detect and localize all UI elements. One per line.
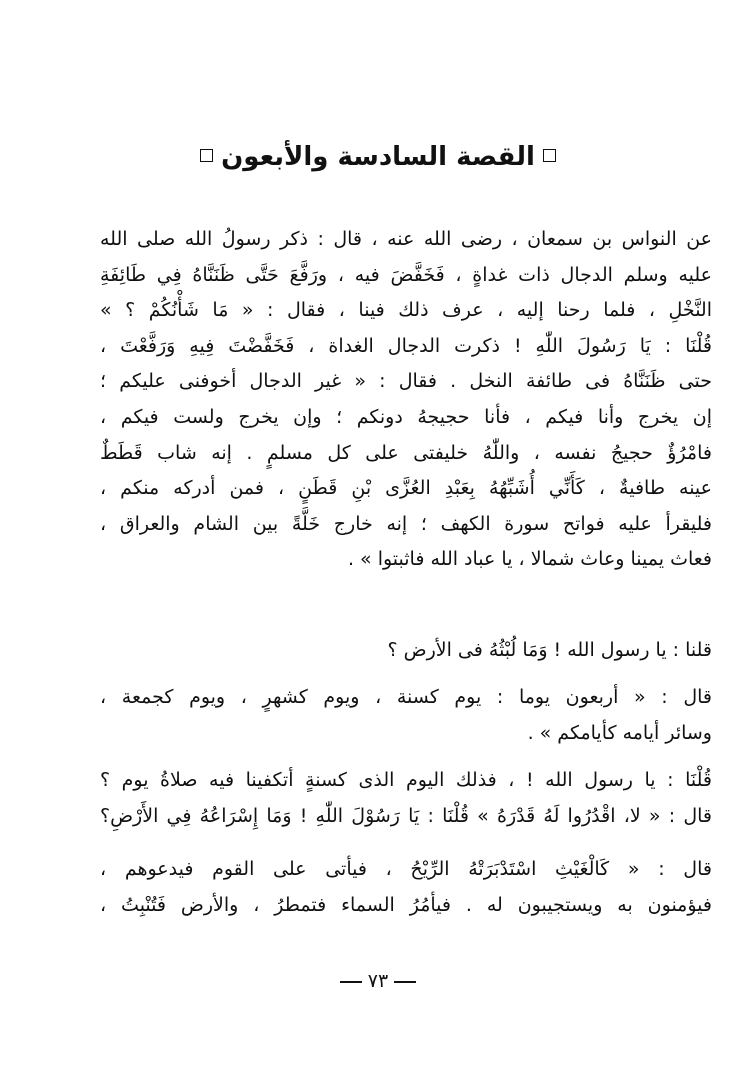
square-ornament-icon: [543, 149, 556, 162]
text-line: عليه وسلم الدجال ذات غداةٍ ، فَخَفَّضَ فيه ، ورَفَّعَ حَتَّى ظَنَنَّاهُ فِي طَائِفَةِ: [100, 263, 712, 286]
text-line: فيؤمنون به ويستجيبون له . فيأمُرُ السماء فتمطرُ ، والأرض فَتُنْبِتُ ،: [100, 893, 712, 916]
text-line: النَّخْلِ ، فلما رحنا إليه ، عرف ذلك فينا ، فقال : « مَا شَأْنُكُمْ ؟ »: [100, 299, 712, 322]
dash-ornament: [340, 981, 362, 983]
paragraph-question-prayer: [100, 763, 712, 834]
text-line: وسائر أيامه كأيامكم » .: [527, 721, 712, 744]
paragraph-question-duration: [100, 633, 712, 669]
text-line: قُلْنَا : يا رسول الله ! ، فذلك اليوم الذى كسنةٍ أتكفينا فيه صلاةُ يوم ؟: [100, 769, 712, 791]
page-number: ٧٣: [367, 970, 389, 992]
text-line: قال : « كَالْغَيْثِ اسْتَدْبَرَتْهُ الرِّيْحُ ، فيأتى على القوم فيدعوهم ،: [100, 858, 712, 880]
text-line: فليقرأ عليه فواتح سورة الكهف ؛ إنه خارج خَلَّةً بين الشام والعراق ،: [100, 512, 712, 535]
paragraph-answer-forty-days: [100, 680, 712, 751]
text-line: حتى ظَنَنَّاهُ فى طائفة النخل . فقال : « غير الدجال أخوفنى عليكم ؛: [100, 370, 712, 393]
story-title-row: [0, 140, 756, 174]
paragraph-answer-speed: [100, 852, 712, 923]
text-line: عن النواس بن سمعان ، رضى الله عنه ، قال : ذكر رسولُ الله صلى الله: [100, 228, 712, 250]
text-line: قلنا : يا رسول الله ! وَمَا لُبْثُهُ فى الأرض ؟: [387, 639, 712, 661]
text-line: فعاث يمينا وعاث شمالا ، يا عباد الله فاثبتوا » .: [347, 548, 712, 571]
text-line: عينه طافيةٌ ، كَأَنِّي أُشَبِّهُهُ بِعَبْدِ العُزَّى بْنِ قَطَنٍ ، فمن أدركه منكم ،: [100, 477, 712, 500]
dash-ornament: [394, 981, 416, 983]
story-title: القصة السادسة والأبعون: [221, 142, 535, 172]
text-line: إن يخرج وأنا فيكم ، فأنا حجيجهُ دونكم ؛ وإن يخرج ولست فيكم ،: [100, 405, 712, 428]
square-ornament-icon: [200, 149, 213, 162]
paragraph-hadith-narration: [100, 222, 712, 578]
text-line: قال : « لا، اقْدُرُوا لَهُ قَدْرَهُ » قُلْنَا : يَا رَسُوْلَ اللّٰهِ ! وَمَا إِسْرَاعُهُ فِي الأَرْضِ؟: [100, 804, 712, 827]
text-line: قال : « أربعون يوما : يوم كسنة ، ويوم كشهرٍ ، ويوم كجمعة ،: [100, 686, 712, 708]
page-footer: [0, 970, 756, 992]
text-line: قُلْنَا : يَا رَسُولَ اللّٰهِ ! ذكرت الدجال الغداة ، فَخَفَّضْتَ فِيهِ وَرَفَّعْتَ ،: [100, 334, 712, 357]
text-line: فامْرُؤٌ حجيجُ نفسه ، واللّٰهُ خليفتى على كل مسلمٍ . إنه شاب قَطَطٌ: [100, 441, 712, 464]
